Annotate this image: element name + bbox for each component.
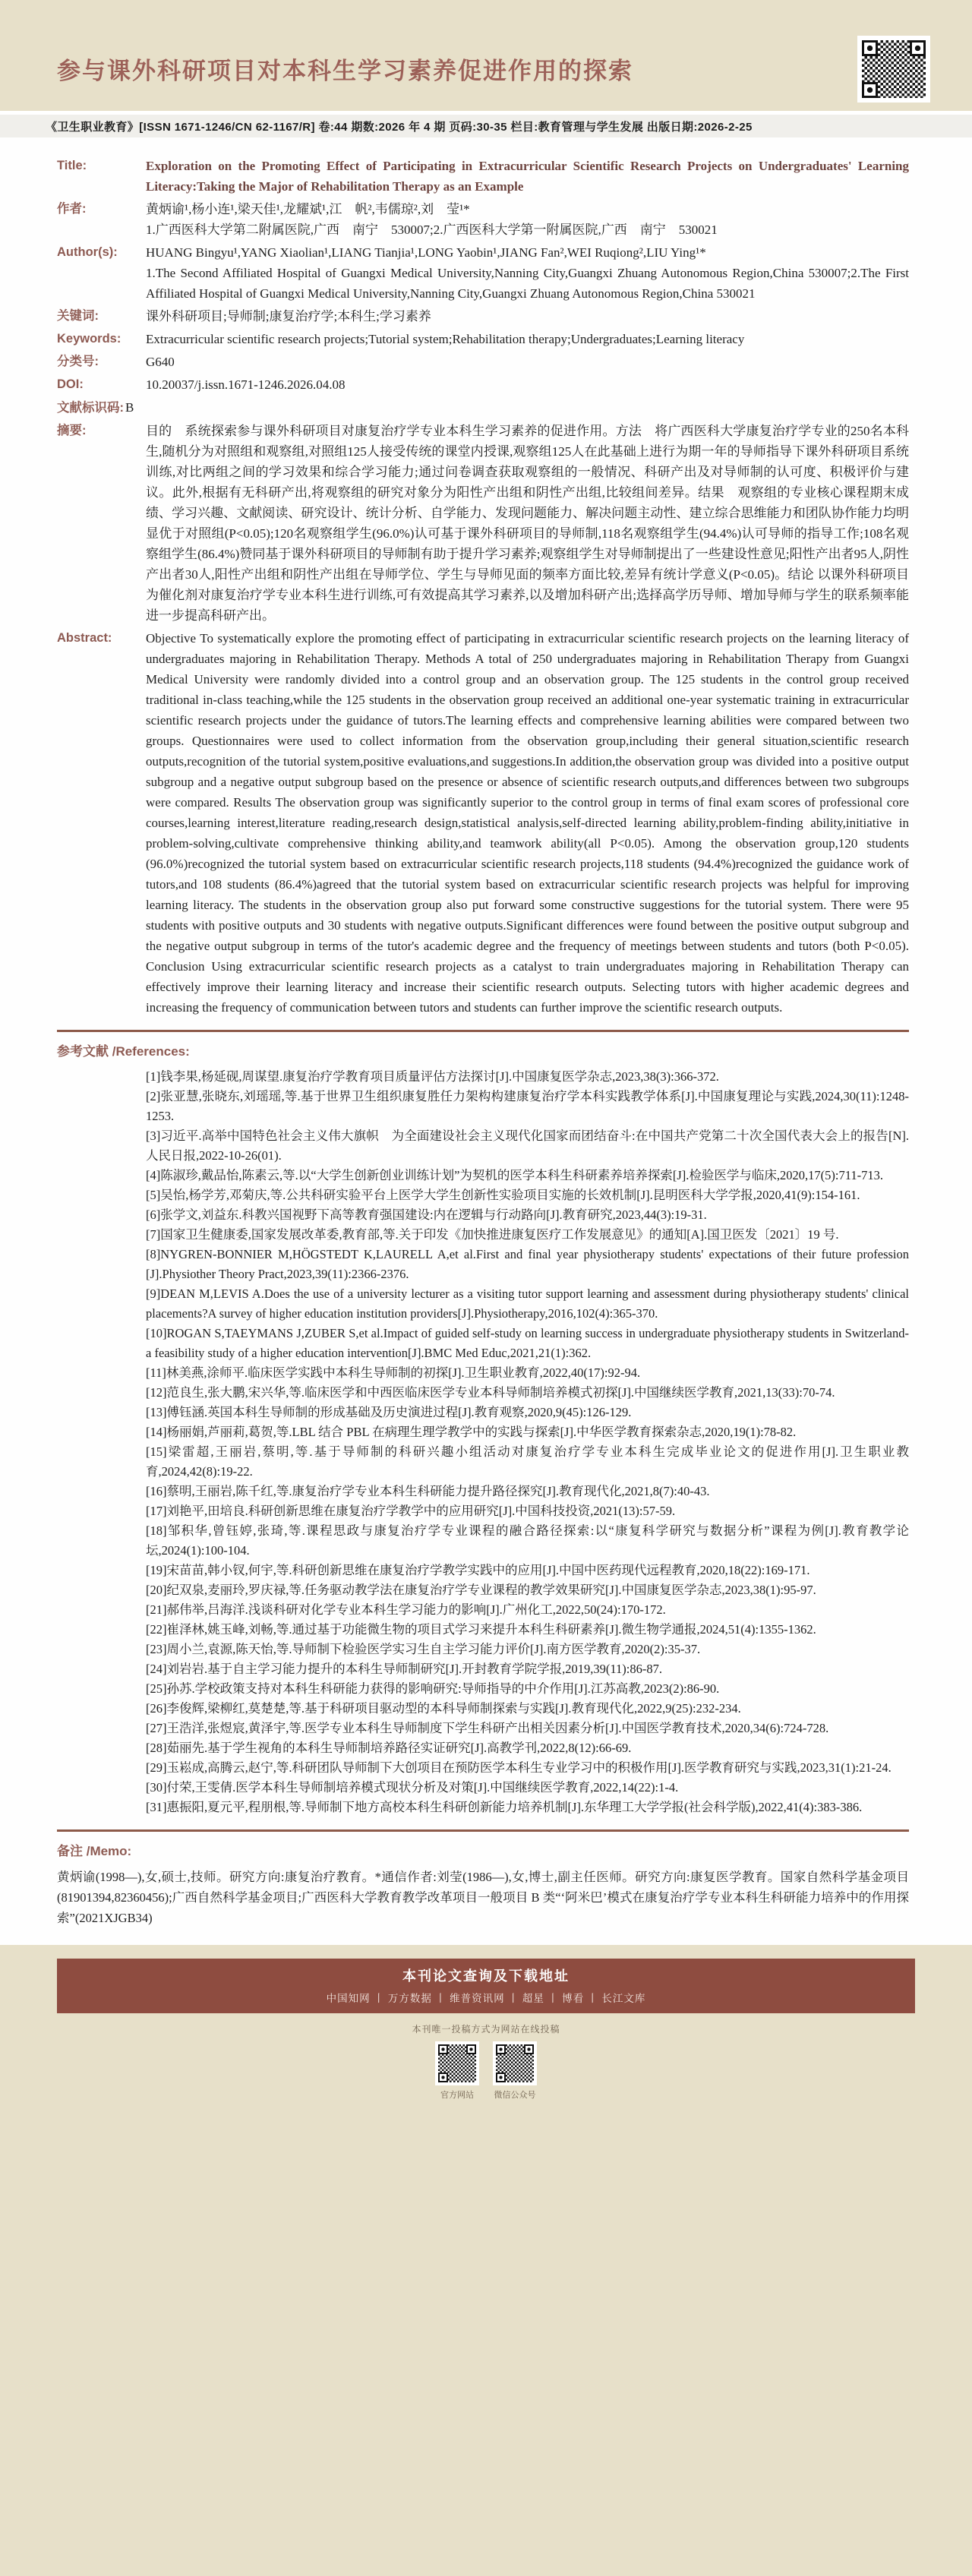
qr-finder-icon	[910, 40, 926, 56]
authors-cn-label: 作者:	[57, 202, 87, 216]
journal-info-text: 《卫生职业教育》[ISSN 1671-1246/CN 62-1167/R] 卷:44 期数:2026 年 4 期 页码:30-35 栏目:教育管理与学生发展 出版日期:2026-2-25	[46, 120, 753, 134]
qr-finder-icon	[496, 2044, 506, 2054]
section-divider	[57, 1829, 909, 1832]
article-content	[0, 137, 972, 1945]
qr-finder-icon	[524, 2044, 534, 2054]
reference-item: [15]梁雷超,王丽岩,蔡明,等.基于导师制的科研兴趣小组活动对康复治疗学专业本科生完成毕业论文的促进作用[J].卫生职业教育,2024,42(8):19-22.	[146, 1444, 909, 1479]
reference-item: [8]NYGREN-BONNIER M,HÖGSTEDT K,LAURELL A,et al.First and final year physiotherapy students' expectations of their future profession [J].Physiother Theory Pract,2023,39(11):2366-2376.	[146, 1247, 909, 1281]
reference-item: [7]国家卫生健康委,国家发展改革委,教育部,等.关于印发《加快推进康复医疗工作发展意见》的通知[A].国卫医发〔2021〕19 号.	[146, 1227, 839, 1242]
references-section	[57, 1041, 909, 1817]
footer-qr-row	[57, 2041, 915, 2126]
clc-label: 分类号:	[57, 355, 99, 368]
abstract-cn-label: 摘要:	[57, 424, 87, 437]
meta-row-title	[57, 156, 909, 197]
authors-cn: 黄炳谕¹,杨小连¹,梁天佳¹,龙耀斌¹,江 帆²,韦儒琼²,刘 莹¹*	[146, 202, 470, 216]
reference-item: [23]周小兰,袁源,陈天怡,等.导师制下检验医学实习生自主学习能力评价[J].南方医学教育,2020(2):35-37.	[146, 1642, 701, 1656]
footer-band	[57, 1959, 915, 2013]
article-title-en: Exploration on the Promoting Effect of Participating in Extracurricular Scientific Research Projects on Undergraduates' Learning Literacy:Taking the Major of Rehabilitation Therapy as an Example	[146, 159, 909, 194]
meta-row-doc-code	[57, 397, 909, 418]
reference-item: [30]付荣,王雯倩.医学本科生导师制培养模式现状分析及对策[J].中国继续医学教育,2022,14(22):1-4.	[146, 1780, 679, 1795]
qr-finder-icon	[862, 40, 878, 56]
reference-item: [13]傅钰涵.英国本科生导师制的形成基础及历史演进过程[J].教育观察,2020,9(45):126-129.	[146, 1405, 632, 1419]
reference-item: [10]ROGAN S,TAEYMANS J,ZUBER S,et al.Impact of guided self-study on learning success in undergraduate physiotherapy students in Switzerland-a feasibility study of a higher education intervention[J].BMC Med Educ,2021,21(1):362.	[146, 1326, 909, 1360]
references-label: 参考文献 /References:	[57, 1044, 190, 1059]
doi-label: DOI:	[57, 377, 84, 391]
reference-item: [14]杨丽娟,芦丽莉,葛贺,等.LBL 结合 PBL 在病理生理学教学中的实践与探索[J].中华医学教育探索杂志,2020,19(1):78-82.	[146, 1425, 797, 1439]
keywords-en: Extracurricular scientific research projects;Tutorial system;Rehabilitation therapy;Undergraduates;Learning literacy	[146, 332, 745, 346]
reference-item: [5]吴怡,杨学芳,邓菊庆,等.公共科研实验平台上医学大学生创新性实验项目实施的长效机制[J].昆明医科大学学报,2020,41(9):154-161.	[146, 1188, 860, 1202]
meta-row-authors-cn	[57, 199, 909, 240]
reference-item: [22]崔泽林,姚玉峰,刘畅,等.通过基于功能微生物的项目式学习来提升本科生科研素养[J].微生物学通报,2024,51(4):1355-1362.	[146, 1622, 816, 1637]
doc-code-value: B	[125, 400, 134, 415]
qr-box-website	[435, 2041, 479, 2101]
authors-en: HUANG Bingyu¹,YANG Xiaolian¹,LIANG Tianjia¹,LONG Yaobin¹,JIANG Fan²,WEI Ruqiong²,LIU Ying¹*	[146, 245, 706, 260]
qr-caption-wechat: 微信公众号	[494, 2091, 536, 2100]
journal-info-bar	[0, 111, 972, 137]
qr-code-wechat	[493, 2041, 537, 2085]
reference-item: [1]钱李果,杨延砚,周谋望.康复治疗学教育项目质量评估方法探讨[J].中国康复医学杂志,2023,38(3):366-372.	[146, 1069, 719, 1084]
meta-row-doi	[57, 374, 909, 395]
authors-en-label: Author(s):	[57, 245, 118, 259]
article-title-cn: 参与课外科研项目对本科生学习素养促进作用的探索	[57, 58, 633, 84]
header	[0, 0, 972, 111]
reference-item: [20]纪双泉,麦丽玲,罗庆禄,等.任务驱动教学法在康复治疗学专业课程的教学效果研究[J].中国康复医学杂志,2023,38(1):95-97.	[146, 1583, 816, 1597]
affiliation-en: 1.The Second Affiliated Hospital of Guangxi Medical University,Nanning City,Guangxi Zhuang Autonomous Region,China 530007;2.The First Affiliated Hospital of Guangxi Medical University,Nanning City,Guangxi Zhuang Autonomous Region,China 530021	[146, 266, 909, 301]
reference-item: [29]玉崧成,高腾云,赵宁,等.科研团队导师制下大创项目在预防医学本科生专业学习中的积极作用[J].医学教育研究与实践,2023,31(1):21-24.	[146, 1760, 892, 1775]
reference-item: [21]郝伟举,吕海洋.浅谈科研对化学专业本科生学习能力的影响[J].广州化工,2022,50(24):170-172.	[146, 1602, 666, 1617]
memo-section	[57, 1841, 909, 1928]
reference-item: [28]茹丽先.基于学生视角的本科生导师制培养路径实证研究[J].高教学刊,2022,8(12):66-69.	[146, 1741, 632, 1755]
reference-list	[57, 1067, 909, 1817]
meta-row-authors-en	[57, 242, 909, 304]
footer-heading: 本刊论文查询及下载地址	[402, 1968, 570, 1984]
qr-finder-icon	[496, 2072, 506, 2082]
memo-label: 备注 /Memo:	[57, 1844, 132, 1858]
keywords-cn: 课外科研项目;导师制;康复治疗学;本科生;学习素养	[146, 309, 431, 324]
footer-databases: 中国知网 丨 万方数据 丨 维普资讯网 丨 超星 丨 博看 丨 长江文库	[326, 1993, 646, 2004]
abstract-cn: 目的 系统探索参与课外科研项目对康复治疗学专业本科生学习素养的促进作用。方法 将广西医科大学康复治疗学专业的250名本科生,随机分为对照组和观察组,对照组125人接受传统的课堂内授课,观察组125人在此基础上进行为期一年的导师指导下课外科研项目系统训练,对比两组之间的学习效果和综合学习能力;通过问卷调查获取观察组的一般情况、科研产出及对导师制的认可度、积极评价与建议。此外,根据有无科研产出,将观察组的研究对象分为阳性产出组和阴性产出组,比较组间差异。结果 观察组的专业核心课程期末成绩、学习兴趣、文献阅读、研究设计、统计分析、自学能力、发现问题能力、解决问题主动性、建立综合思维能力和团队协作能力均明显优于对照组(P<0.05);120名观察组学生(96.0%)认可基于课外科研项目的导师制,118名观察组学生(94.4%)认可导师的指导工作;108名观察组学生(86.4%)赞同基于课外科研项目的导师制有助于提升学习素养;观察组学生对导师制提出了一些建设性意见;阳性产出者95人,阴性产出者30人,阳性产出组和阴性产出组在导师学位、学生与导师见面的频率方面比较,差异有统计学意义(P<0.05)。结论 以课外科研项目为催化剂对康复治疗学专业本科生进行训练,可有效提高其学习素养,以及增加科研产出;选择高学历导师、增加导师与学生的联系频率能进一步提高科研产出。	[146, 424, 909, 623]
reference-item: [19]宋苗苗,韩小钗,何宇,等.科研创新思维在康复治疗学教学实践中的应用[J].中国中医药现代远程教育,2020,18(22):169-171.	[146, 1563, 810, 1577]
reference-item: [3]习近平.高举中国特色社会主义伟大旗帜 为全面建设社会主义现代化国家而团结奋斗:在中国共产党第二十次全国代表大会上的报告[N].人民日报,2022-10-26(01).	[146, 1129, 909, 1163]
reference-item: [2]张亚慧,张晓东,刘瑶瑶,等.基于世界卫生组织康复胜任力架构构建康复治疗学本科实践教学体系[J].中国康复理论与实践,2024,30(11):1248-1253.	[146, 1089, 909, 1123]
qr-code-article	[857, 36, 930, 103]
reference-item: [12]范良生,张大鹏,宋兴华,等.临床医学和中西医临床医学专业本科导师制培养模式初探[J].中国继续医学教育,2021,13(33):70-74.	[146, 1385, 835, 1400]
memo-text: 黄炳谕(1998—),女,硕士,技师。研究方向:康复治疗教育。*通信作者:刘莹(1986—),女,博士,副主任医师。研究方向:康复医学教育。国家自然科学基金项目(81901394,82360456);广西自然科学基金项目;广西医科大学教育教学改革项目一般项目 B 类“‘阿米巴’模式在康复治疗学专业本科生科研能力培养中的作用探索”(2021XJGB34)	[57, 1870, 909, 1925]
reference-item: [11]林美燕,涂师平.临床医学实践中本科生导师制的初探[J].卫生职业教育,2022,40(17):92-94.	[146, 1365, 641, 1380]
footer	[0, 1945, 972, 2126]
keywords-cn-label: 关键词:	[57, 309, 99, 323]
reference-item: [17]刘艳平,田培良.科研创新思维在康复治疗学教学中的应用研究[J].中国科技投资,2021(13):57-59.	[146, 1504, 676, 1518]
qr-box-wechat	[493, 2041, 537, 2101]
qr-finder-icon	[862, 82, 878, 98]
reference-item: [4]陈淑珍,戴品怡,陈素云,等.以“大学生创新创业训练计划”为契机的医学本科生科研素养培养探索[J].检验医学与临床,2020,17(5):711-713.	[146, 1168, 884, 1182]
keywords-en-label: Keywords:	[57, 332, 122, 346]
meta-row-clc	[57, 352, 909, 372]
qr-finder-icon	[438, 2044, 448, 2054]
clc-number: G640	[146, 355, 175, 369]
abstract-en: Objective To systematically explore the promoting effect of participating in extracurricular scientific research projects on the learning literacy of undergraduates majoring in Rehabilitation Therapy. Methods A total of 250 undergraduates majoring in Rehabilitation Therapy from Guangxi Medical University were randomly divided into a control group and an observation group. The 125 students in the control group received traditional in-class teaching,while the 125 students in the observation group received an additional one-year systematic training in extracurricular scientific research projects under the guidance of tutors.The learning effects and comprehensive learning abilities were compared between two groups. Questionnaires were used to collect information from the observation group,including their general situation,scientific research outputs,recognition of the tutorial system,positive evaluations,and suggestions.In addition,the observation group was divided into a positive output subgroup and a negative output subgroup based on the presence or absence of scientific research outputs,and differences between two subgroups were compared. Results The observation group was significantly superior to the control group in terms of final exam scores of professional core courses,learning interest,literature reading,research design,statistical analysis,self-directed learning ability,problem-finding ability,initiative in problem-solving,cultivate comprehensive thinking ability,and teamwork ability(all P<0.05). Among the observation group,120 students (96.0%)recognized the tutorial system based on extracurricular scientific research projects,118 students (94.4%)recognized the guidance work of tutors,and 108 students (86.4%)agreed that the tutorial system based on extracurricular scientific research projects was helpful for improving learning literacy. The students in the observation group also put forward some constructive suggestions for the tutorial system. There were 95 students with positive outputs and 30 students with negative outputs.Significant differences were found between the positive output subgroup and the negative output subgroup in terms of the tutor's academic degree and the frequency of meetings between students and tutors (both P<0.05). Conclusion Using extracurricular scientific research projects as a catalyst to train undergraduates majoring in Rehabilitation Therapy can effectively improve their learning literacy and increase their scientific research outputs. Selecting tutors with higher academic degrees and increasing the frequency of communication between tutors and students can further improve the scientific research outputs.	[146, 631, 909, 1015]
reference-item: [26]李俊辉,梁柳红,莫楚楚,等.基于科研项目驱动型的本科导师制探索与实践[J].教育现代化,2022,9(25):232-234.	[146, 1701, 741, 1716]
doc-code-label: 文献标识码:	[57, 401, 124, 415]
qr-code-website	[435, 2041, 479, 2085]
reference-item: [18]邹积华,曾钰婷,张琦,等.课程思政与康复治疗学专业课程的融合路径探索:以“康复科学研究与数据分析”课程为例[J].教育教学论坛,2024(1):100-104.	[146, 1523, 909, 1558]
reference-item: [24]刘岩岩.基于自主学习能力提升的本科生导师制研究[J].开封教育学院学报,2019,39(11):86-87.	[146, 1662, 662, 1676]
qr-finder-icon	[438, 2072, 448, 2082]
qr-caption-website: 官方网站	[440, 2091, 474, 2100]
section-divider	[57, 1030, 909, 1032]
reference-item: [25]孙苏.学校政策支持对本科生科研能力获得的影响研究:导师指导的中介作用[J].江苏高教,2023(2):86-90.	[146, 1681, 720, 1696]
meta-row-abstract-en	[57, 628, 909, 1018]
reference-item: [27]王浩洋,张煜宸,黄泽宇,等.医学专业本科生导师制度下学生科研产出相关因素分析[J].中国医学教育技术,2020,34(6):724-728.	[146, 1721, 829, 1735]
doi-value: 10.20037/j.issn.1671-1246.2026.04.08	[146, 377, 346, 392]
reference-item: [16]蔡明,王丽岩,陈千红,等.康复治疗学专业本科生科研能力提升路径探究[J].教育现代化,2021,8(7):40-43.	[146, 1484, 710, 1498]
qr-finder-icon	[466, 2044, 476, 2054]
abstract-en-label: Abstract:	[57, 631, 112, 645]
affiliation-cn: 1.广西医科大学第二附属医院,广西 南宁 530007;2.广西医科大学第一附属医院,广西 南宁 530021	[146, 223, 718, 237]
meta-row-keywords-en	[57, 329, 909, 349]
reference-item: [6]张学文,刘益东.科教兴国视野下高等教育强国建设:内在逻辑与行动路向[J].教育研究,2023,44(3):19-31.	[146, 1208, 707, 1222]
title-label: Title:	[57, 159, 87, 172]
meta-row-abstract-cn	[57, 421, 909, 626]
meta-row-keywords-cn	[57, 306, 909, 327]
reference-item: [31]惠振阳,夏元平,程朋根,等.导师制下地方高校本科生科研创新能力培养机制[J].东华理工大学学报(社会科学版),2022,41(4):383-386.	[146, 1800, 863, 1814]
reference-item: [9]DEAN M,LEVIS A.Does the use of a university lecturer as a visiting tutor support learning and assessment during physiotherapy students' clinical placements?A survey of higher education institution providers[J].Physiotherapy,2016,102(4):365-370.	[146, 1286, 909, 1321]
footer-note: 本刊唯一投稿方式为网站在线投稿	[412, 2024, 560, 2035]
